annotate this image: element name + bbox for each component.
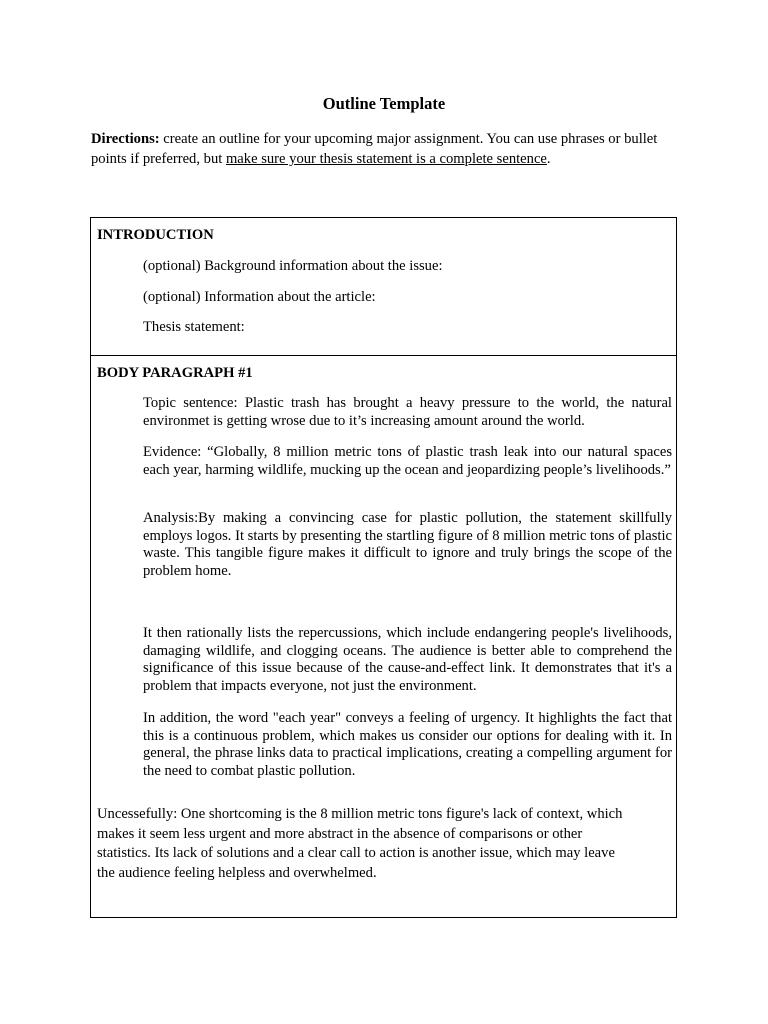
introduction-heading: INTRODUCTION [97, 227, 214, 243]
unsuccessful-line: Uncessefully: One shortcoming is the 8 million metric tons figure's lack of context, which [97, 806, 623, 822]
intro-article-line: (optional) Information about the article: [143, 289, 376, 305]
unsuccessful-line: makes it seem less urgent and more abstract in the absence of comparisons or other [97, 825, 583, 842]
analysis-continued: It then rationally lists the repercussions, which include endangering people's livelihoods, damaging wildlife, and clogging oceans. The audience is better able to comprehend the significance of this issue because of the cause-and-effect link. It demonstrates that it's a problem that impacts everyone, not just the environment. [143, 625, 672, 694]
intro-thesis-line: Thesis statement: [143, 319, 245, 335]
topic-sentence: Topic sentence: Plastic trash has brought a heavy pressure to the world, the natural environmet is getting wrose due to it’s increasing amount around the world. [143, 395, 672, 429]
analysis-additional: In addition, the word "each year" conveys a feeling of urgency. It highlights the fact that this is a continuous problem, which makes us consider our options for dealing with it. In general, the phrase links data to practical implications, creating a compelling argument for the need to combat plastic pollution. [143, 710, 672, 779]
outline-table [90, 217, 677, 918]
unsuccessful-paragraph [97, 805, 657, 883]
directions-paragraph [91, 129, 691, 169]
unsuccessful-line: the audience feeling helpless and overwhelmed. [97, 864, 377, 881]
page-title: Outline Template [322, 94, 446, 113]
analysis: Analysis:By making a convincing case for plastic pollution, the statement skillfully employs logos. It starts by presenting the startling figure of 8 million metric tons of plastic waste. This tangible figure makes it difficult to ignore and truly brings the scope of the problem home. [143, 510, 672, 579]
evidence: Evidence: “Globally, 8 million metric tons of plastic trash leak into our natural spaces each year, harming wildlife, mucking up the ocean and jeopardizing people’s livelihoods.” [143, 444, 672, 478]
body-paragraph-1-section [91, 356, 676, 917]
directions-text: create an outline for your upcoming major assignment. You can use phrases or bullet points if preferred, but [91, 131, 658, 167]
intro-background-line: (optional) Background information about the issue: [143, 258, 443, 274]
directions-text-end: . [546, 151, 551, 167]
body-paragraph-1-heading: BODY PARAGRAPH #1 [97, 365, 253, 381]
unsuccessful-line: statistics. Its lack of solutions and a clear call to action is another issue, which may leave [97, 845, 615, 861]
directions-label: Directions: [91, 131, 160, 147]
introduction-section [91, 218, 676, 356]
directions-underlined-text: make sure your thesis statement is a complete sentence [225, 151, 547, 167]
